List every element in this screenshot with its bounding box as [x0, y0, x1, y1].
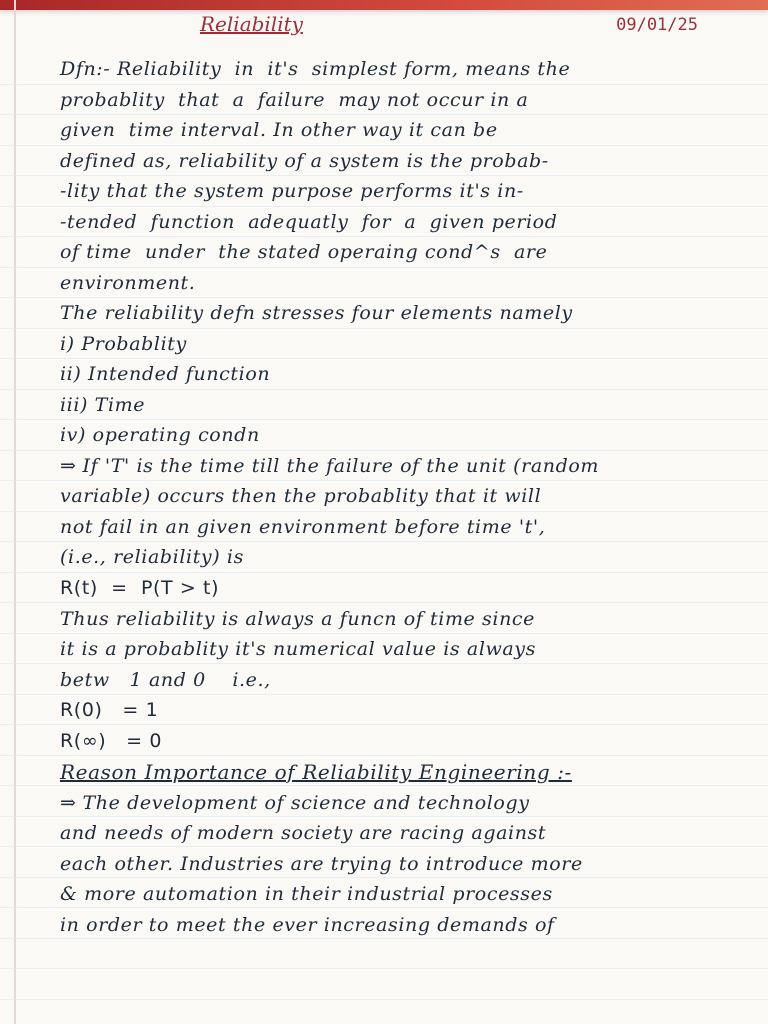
thus-line: betw 1 and 0 i.e.,	[60, 668, 271, 691]
thus-line: Thus reliability is always a funcn of time since	[60, 607, 535, 630]
importance-line: and needs of modern society are racing against	[60, 822, 547, 844]
page-top-strip	[0, 0, 768, 10]
element-item: iv) operating condn	[60, 424, 260, 446]
boundary-formula: R(0) = 1	[60, 699, 159, 721]
definition-line: -tended function adequatly for a given period	[60, 210, 558, 233]
definition-line: probablity that a failure may not occur in a	[60, 88, 529, 111]
left-margin-line	[14, 0, 16, 1024]
importance-line: in order to meet the ever increasing demands of	[60, 913, 555, 936]
thus-line: it is a probablity it's numerical value is always	[60, 638, 536, 660]
element-item: iii) Time	[60, 393, 146, 416]
failure-line	[60, 451, 740, 482]
element-item: ii) Intended function	[60, 363, 271, 385]
ruled-line	[0, 968, 768, 969]
definition-line: defined as, reliability of a system is the probab-	[60, 149, 549, 172]
arrow-icon: ⇒	[60, 454, 77, 477]
page-date: 09/01/25	[616, 15, 698, 35]
reliability-formula: R(t) = P(T > t)	[60, 576, 220, 599]
element-item: i) Probablity	[60, 332, 187, 355]
failure-line: not fail in an given environment before time 't',	[60, 515, 546, 538]
failure-text: If 'T' is the time till the failure of the unit (random	[82, 454, 600, 477]
failure-line: variable) occurs then the probablity that it will	[60, 485, 542, 507]
definition-line: environment.	[60, 271, 196, 294]
definition-line: of time under the stated operaing cond^s are	[60, 241, 548, 263]
boundary-formula: R(∞) = 0	[60, 730, 163, 752]
definition-line: Dfn:- Reliability in it's simplest form, means the	[60, 58, 571, 80]
page-title: Reliability	[200, 12, 303, 36]
failure-line: (i.e., reliability) is	[60, 546, 244, 568]
importance-line: & more automation in their industrial processes	[60, 883, 553, 905]
definition-line: -lity that the system purpose performs it's in-	[60, 180, 524, 202]
importance-line	[60, 788, 740, 819]
importance-text: The development of science and technology	[82, 791, 530, 814]
elements-intro: The reliability defn stresses four elements namely	[60, 302, 573, 324]
importance-line: each other. Industries are trying to introduce more	[60, 852, 583, 875]
arrow-icon: ⇒	[60, 791, 77, 814]
section-title: Reason Importance of Reliability Engineering :-	[60, 760, 572, 784]
definition-line: given time interval. In other way it can be	[60, 119, 498, 141]
notes-body	[60, 54, 740, 940]
ruled-line	[0, 999, 768, 1000]
